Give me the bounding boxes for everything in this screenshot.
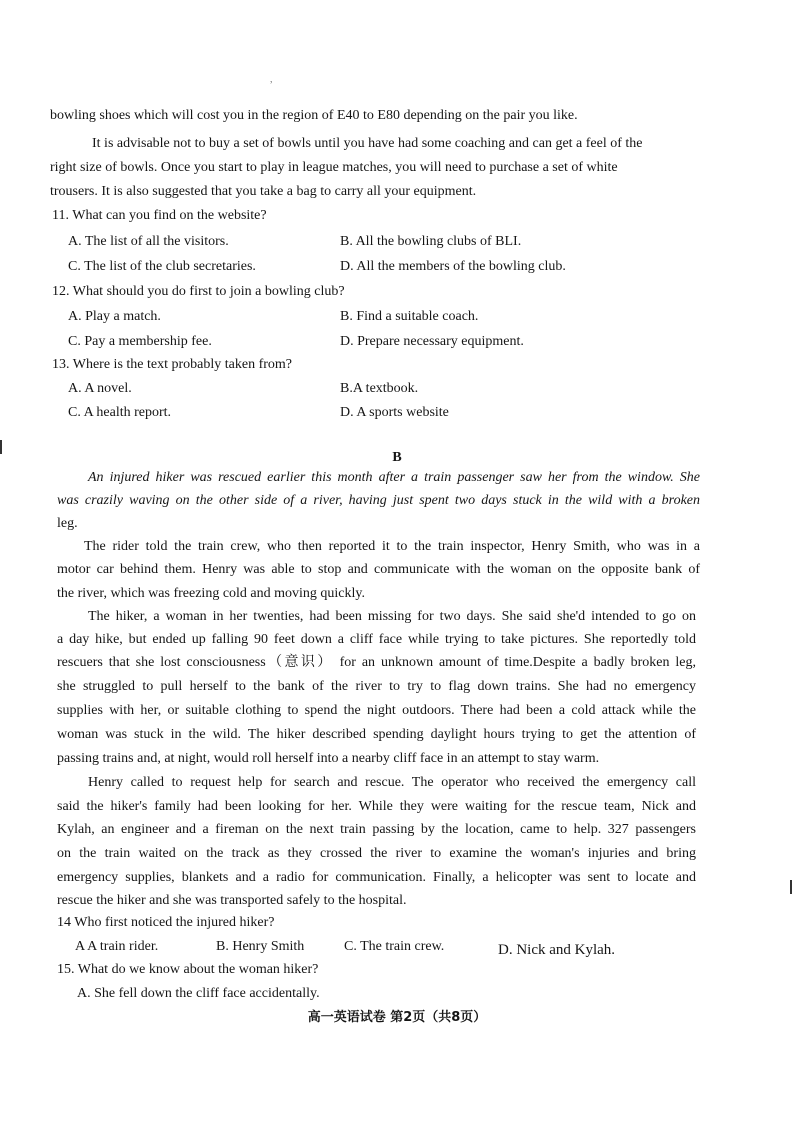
passage-a-line: right size of bowls. Once you start to play in league matches, you will need to purchase a set of white: [50, 160, 618, 175]
scan-mark: ,: [270, 74, 273, 85]
passage-b-line: supplies with her, or suitable clothing to spend the night outdoors. There had been a cold attack while the: [57, 703, 696, 718]
question-14-option-d[interactable]: D. Nick and Kylah.: [498, 942, 616, 958]
question-14-stem: 14 Who first noticed the injured hiker?: [57, 915, 275, 930]
passage-b-line: passing trains and, at night, would roll herself into a nearby cliff face in an attempt to stay warm.: [57, 751, 600, 766]
passage-b-line: rescuers that she lost consciousness（意识） for an unknown amount of time.Despite a badly broken leg,: [57, 655, 696, 670]
question-15-stem: 15. What do we know about the woman hiker?: [57, 962, 319, 977]
question-12-option-b[interactable]: B. Find a suitable coach.: [340, 309, 479, 324]
passage-b-line: Henry called to request help for search and rescue. The operator who received the emergency call: [88, 775, 696, 790]
passage-a-line: It is advisable not to buy a set of bowls until you have had some coaching and can get a feel of the: [92, 136, 643, 151]
question-11-option-a[interactable]: A. The list of all the visitors.: [68, 234, 229, 249]
question-12-option-c[interactable]: C. Pay a membership fee.: [68, 334, 212, 349]
question-12-option-d[interactable]: D. Prepare necessary equipment.: [340, 334, 524, 349]
passage-b-line: The hiker, a woman in her twenties, had been missing for two days. She said she'd intended to go on: [88, 609, 696, 624]
question-13-option-c[interactable]: C. A health report.: [68, 405, 172, 420]
passage-b-line: emergency supplies, blankets and a radio for communication. Finally, a helicopter was sent to locate and: [57, 870, 696, 885]
passage-b-line: the river, which was freezing cold and moving quickly.: [57, 586, 365, 601]
passage-b-line: said the hiker's family had been looking for her. While they were waiting for the rescue team, Nick and: [57, 799, 696, 814]
question-14-option-a[interactable]: A A train rider.: [75, 939, 159, 954]
passage-b-line: a day hike, but ended up falling 90 feet down a cliff face while trying to take pictures. She reportedly told: [57, 632, 696, 647]
question-15-option-a[interactable]: A. She fell down the cliff face accidentally.: [77, 986, 320, 1001]
passage-b-line: on the train waited on the track as they crossed the river to examine the woman's injuries and bring: [57, 846, 696, 861]
question-12-option-a[interactable]: A. Play a match.: [68, 309, 161, 324]
passage-a-line: bowling shoes which will cost you in the region of E40 to E80 depending on the pair you like.: [50, 108, 578, 123]
question-11-option-c[interactable]: C. The list of the club secretaries.: [68, 259, 256, 274]
passage-b-line: rescue the hiker and she was transported safely to the hospital.: [57, 893, 407, 908]
question-11-option-d[interactable]: D. All the members of the bowling club.: [340, 259, 566, 274]
passage-b-line: An injured hiker was rescued earlier this month after a train passenger saw her from the window. She: [88, 470, 700, 485]
passage-b-line: leg.: [57, 516, 78, 531]
question-14-option-b[interactable]: B. Henry Smith: [216, 939, 305, 954]
question-11-stem: 11. What can you find on the website?: [52, 208, 267, 223]
passage-b-line: woman was stuck in the wild. The hiker described spending daylight hours trying to get the attention of: [57, 727, 696, 742]
section-b-heading: B: [392, 450, 402, 465]
page-footer: 高一英语试卷 第2页（共8页）: [307, 1010, 487, 1025]
question-13-stem: 13. Where is the text probably taken from?: [52, 357, 292, 372]
question-13-option-d[interactable]: D. A sports website: [340, 405, 449, 420]
question-13-option-b[interactable]: B.A textbook.: [340, 381, 419, 396]
passage-b-line: she struggled to pull herself to the bank of the river to try to flag down trains. She had no emergency: [57, 679, 696, 694]
passage-b-line: Kylah, an engineer and a fireman on the next train passing by the location, came to help. 327 passengers: [57, 822, 696, 837]
question-11-option-b[interactable]: B. All the bowling clubs of BLI.: [340, 234, 522, 249]
scan-edge-mark: [790, 880, 792, 894]
question-14-option-c[interactable]: C. The train crew.: [344, 939, 445, 954]
passage-b-line: motor car behind them. Henry was able to stop and communicate with the woman on the opposite bank of: [57, 562, 700, 577]
passage-b-line: was crazily waving on the other side of a river, having just spent two days stuck in the wild with a broken: [57, 493, 700, 508]
question-12-stem: 12. What should you do first to join a bowling club?: [52, 284, 345, 299]
question-13-option-a[interactable]: A. A novel.: [68, 381, 132, 396]
passage-a-line: trousers. It is also suggested that you take a bag to carry all your equipment.: [50, 184, 477, 199]
passage-b-line: The rider told the train crew, who then reported it to the train inspector, Henry Smith, who was in a: [84, 539, 700, 554]
